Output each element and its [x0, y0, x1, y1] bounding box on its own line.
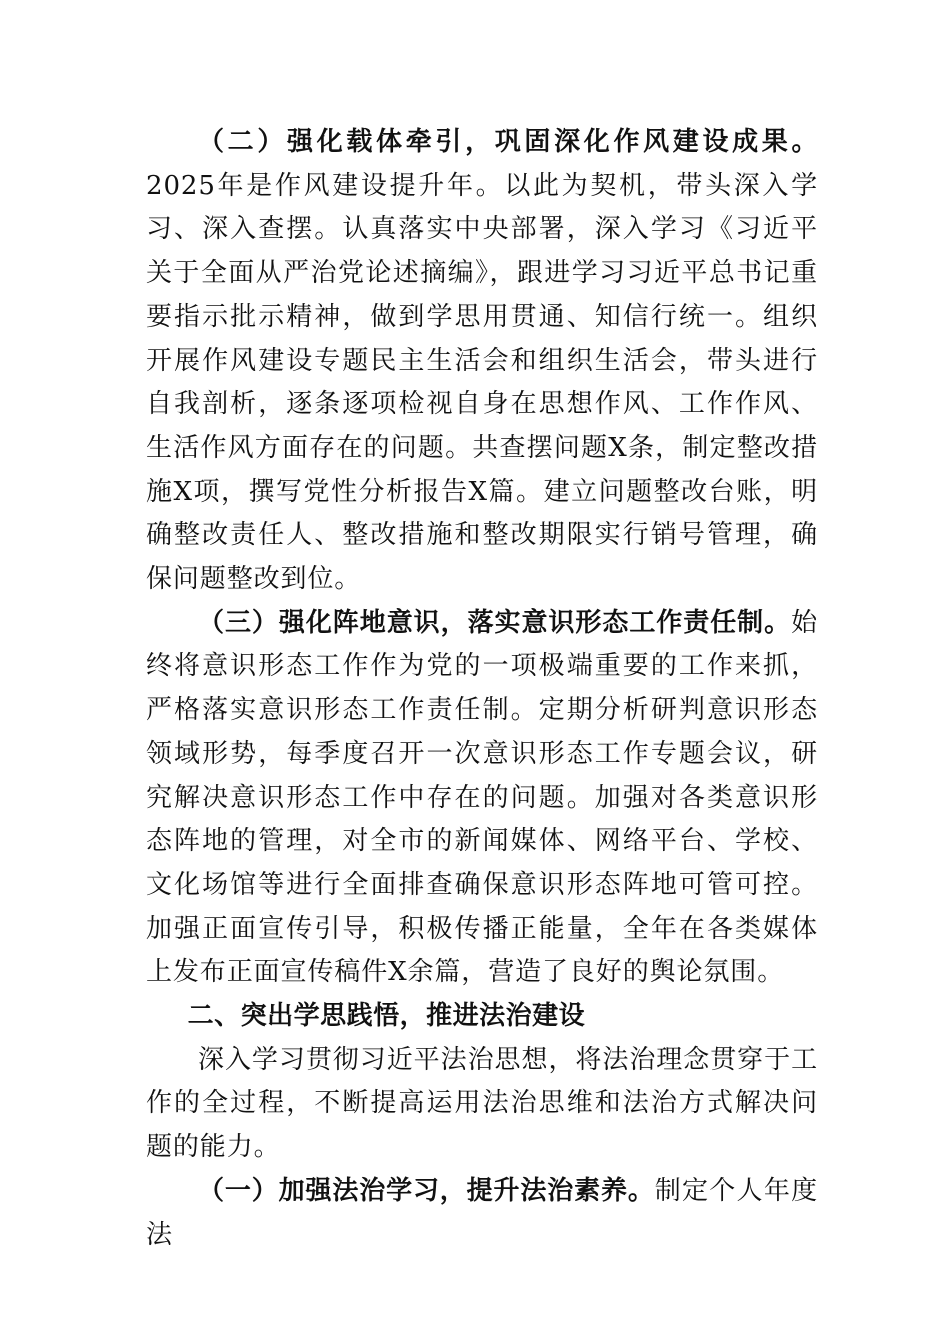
- paragraph-lead: （一）加强法治学习，提升法治素养。: [198, 1175, 655, 1206]
- paragraph-lead: （三）强化阵地意识，落实意识形态工作责任制。: [198, 607, 792, 638]
- paragraph-text: 2025年是作风建设提升年。以此为契机，带头深入学习、深入查摆。认真落实中央部署，深入学习《习近平关于全面从严治党论述摘编》，跟进学习习近平总书记重要指示批示精神，做到学思用贯通、知信行统一。组织开展作风建设专题民主生活会和组织生活会，带头进行自我剖析，逐条逐项检视自身在思想作风、工作作风、生活作风方面存在的问题。共查摆问题X条，制定整改措施X项，撰写党性分析报告X篇。建立问题整改台账，明确整改责任人、整改措施和整改期限实行销号管理，确保问题整改到位。: [146, 170, 818, 595]
- paragraph-ideology: [146, 602, 818, 995]
- paragraph-rule-of-law: [146, 1170, 818, 1257]
- paragraph-style-work: [146, 121, 818, 602]
- section-heading: 二、突出学思践悟，推进法治建设: [187, 1001, 586, 1032]
- paragraph-lead: （二）强化载体牵引，巩固深化作风建设成果。: [198, 127, 818, 157]
- paragraph-text: 始终将意识形态工作作为党的一项极端重要的工作来抓，严格落实意识形态工作责任制。定期分析研判意识形态领域形势，每季度召开一次意识形态工作专题会议，研究解决意识形态工作中存在的问题。加强对各类意识形态阵地的管理，对全市的新闻媒体、网络平台、学校、文化场馆等进行全面排查确保意识形态阵地可管可控。加强正面宣传引导，积极传播正能量，全年在各类媒体上发布正面宣传稿件X余篇，营造了良好的舆论氛围。: [146, 607, 818, 988]
- section-intro: 深入学习贯彻习近平法治思想，将法治理念贯穿于工作的全过程，不断提高运用法治思维和法治方式解决问题的能力。: [146, 1044, 818, 1163]
- document-body: [146, 121, 818, 1257]
- paragraph-text: 制定个人年度法: [146, 1175, 818, 1250]
